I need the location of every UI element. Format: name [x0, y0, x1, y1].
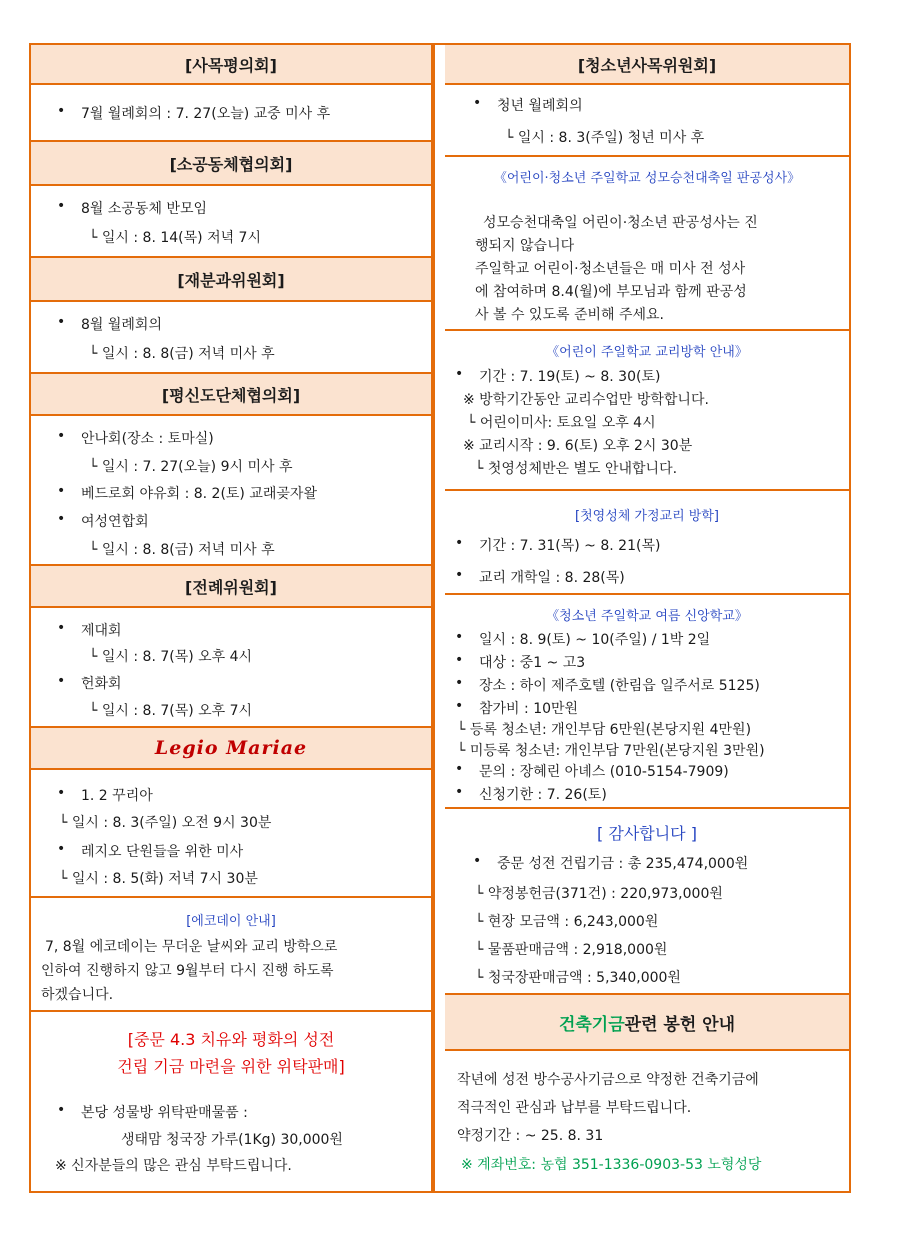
summer-camp-line-3: • 장소 : 하이 제주호텔 (한림읍 일주서로 5125)	[479, 675, 760, 695]
laity-line-5: └ 일시 : 8. 8(금) 저녁 미사 후	[89, 542, 275, 558]
legio-line-1: • 1. 2 꾸리아	[81, 785, 153, 805]
first-communion-line-1: • 기간 : 7. 31(목) ~ 8. 21(목)	[479, 535, 660, 555]
thanks-line-4: └ 물품판매금액 : 2,918,000원	[475, 942, 668, 958]
section-first-communion	[445, 491, 849, 595]
children-vacation-line-5: └ 첫영성체반은 별도 안내합니다.	[475, 461, 678, 477]
section-summer-camp	[445, 595, 849, 809]
small-community-line-2: └ 일시 : 8. 14(목) 저녁 7시	[89, 230, 261, 246]
section-confession	[445, 157, 849, 331]
section-pastoral-council	[31, 85, 431, 142]
consignment-line-1: • 본당 성물방 위탁판매물품 :	[81, 1102, 248, 1122]
building-fund-title-highlight: 건축기금	[558, 1014, 625, 1035]
children-vacation-line-2: ※ 방학기간동안 교리수업만 방학합니다.	[463, 392, 709, 408]
ecoday-line-2: 인하여 진행하지 않고 9월부터 다시 진행 하도록	[41, 963, 334, 979]
children-vacation-line-4: ※ 교리시작 : 9. 6(토) 오후 2시 30분	[463, 438, 693, 454]
building-fund-title-rest: 관련 봉헌 안내	[624, 1014, 736, 1035]
section-title-legio-mariae: Legio Mariae	[31, 728, 431, 770]
summer-camp-line-2: • 대상 : 중1 ~ 고3	[479, 652, 585, 672]
section-laity	[31, 416, 431, 566]
finance-line-1: • 8월 월례회의	[81, 314, 162, 334]
finance-line-2: └ 일시 : 8. 8(금) 저녁 미사 후	[89, 346, 275, 362]
first-communion-title: [첫영성체 가정교리 방학]	[575, 509, 719, 524]
children-vacation-title: 《어린이 주일학교 교리방학 안내》	[546, 345, 748, 360]
section-title-small-community: [소공동체협의회]	[31, 142, 431, 186]
section-ecoday	[31, 898, 431, 1012]
children-vacation-line-1: • 기간 : 7. 19(토) ~ 8. 30(토)	[479, 366, 660, 386]
section-title-building-fund	[445, 995, 849, 1051]
summer-camp-line-7: • 문의 : 장혜린 아녜스 (010-5154-7909)	[479, 761, 729, 781]
legio-line-2: └ 일시 : 8. 3(주일) 오전 9시 30분	[59, 815, 272, 831]
summer-camp-line-8: • 신청기한 : 7. 26(토)	[479, 784, 607, 804]
summer-camp-line-4: • 참가비 : 10만원	[479, 698, 578, 718]
liturgy-line-1: • 제대회	[81, 620, 122, 640]
liturgy-line-3: • 헌화회	[81, 673, 122, 693]
laity-line-3: • 베드로회 야유회 : 8. 2(토) 교래곶자왈	[81, 483, 317, 503]
column-divider	[431, 43, 435, 1193]
pastoral-line-1: • 7월 월례회의 : 7. 27(오늘) 교중 미사 후	[81, 103, 330, 123]
legio-line-3: • 레지오 단원들을 위한 미사	[81, 841, 243, 861]
left-column	[31, 45, 431, 1184]
liturgy-line-4: └ 일시 : 8. 7(목) 오후 7시	[89, 703, 253, 719]
section-small-community	[31, 186, 431, 258]
summer-camp-line-1: • 일시 : 8. 9(토) ~ 10(주일) / 1박 2일	[479, 629, 710, 649]
thanks-title: [ 감사합니다 ]	[597, 824, 697, 843]
consignment-line-3: ※ 신자분들의 많은 관심 부탁드립니다.	[55, 1158, 292, 1174]
confession-line-5: 사 볼 수 있도록 준비해 주세요.	[475, 307, 664, 323]
section-legio-mariae	[31, 770, 431, 898]
section-consignment-sale	[31, 1012, 431, 1184]
section-children-vacation	[445, 331, 849, 491]
section-title-youth: [청소년사목위원회]	[445, 45, 849, 85]
building-fund-account: ※ 계좌번호: 농협 351-1336-0903-53 노형성당	[461, 1157, 762, 1173]
section-title-finance: [재분과위원회]	[31, 258, 431, 302]
confession-line-2: 행되지 않습니다	[475, 238, 575, 254]
consignment-title-1: [중문 4.3 치유와 평화의 성전	[127, 1030, 335, 1049]
ecoday-line-1: 7, 8월 에코데이는 무더운 날씨와 교리 방학으로	[45, 939, 338, 955]
consignment-title-2: 건립 기금 마련을 위한 위탁판매]	[117, 1057, 345, 1076]
small-community-line-1: • 8월 소공동체 반모임	[81, 198, 207, 218]
right-column	[445, 45, 849, 1189]
youth-line-2: └ 일시 : 8. 3(주일) 청년 미사 후	[505, 130, 705, 146]
confession-line-4: 에 참여하며 8.4(월)에 부모님과 함께 판공성	[475, 284, 747, 300]
ecoday-line-3: 하겠습니다.	[41, 987, 114, 1003]
section-youth	[445, 85, 849, 157]
summer-camp-line-6: └ 미등록 청소년: 개인부담 7만원(본당지원 3만원)	[457, 743, 765, 759]
section-title-pastoral-council: [사목평의회]	[31, 45, 431, 85]
liturgy-line-2: └ 일시 : 8. 7(목) 오후 4시	[89, 649, 253, 665]
section-building-fund	[445, 1051, 849, 1189]
summer-camp-title: 《청소년 주일학교 여름 신앙학교》	[546, 609, 748, 624]
confession-line-1: 성모승천대축일 어린이·청소년 판공성사는 진	[483, 215, 758, 231]
ecoday-title: [에코데이 안내]	[186, 914, 276, 929]
building-fund-line-3: 약정기간 : ~ 25. 8. 31	[457, 1128, 604, 1144]
section-finance	[31, 302, 431, 374]
laity-line-1: • 안나회(장소 : 토마실)	[81, 428, 214, 448]
section-title-laity: [평신도단체협의회]	[31, 374, 431, 416]
consignment-line-2: 생태맘 청국장 가루(1Kg) 30,000원	[121, 1132, 343, 1148]
section-liturgy	[31, 608, 431, 728]
children-vacation-line-3: └ 어린이미사: 토요일 오후 4시	[467, 415, 656, 431]
laity-line-2: └ 일시 : 7. 27(오늘) 9시 미사 후	[89, 459, 293, 475]
section-thanks	[445, 809, 849, 995]
legio-line-4: └ 일시 : 8. 5(화) 저녁 7시 30분	[59, 871, 258, 887]
first-communion-line-2: • 교리 개학일 : 8. 28(목)	[479, 567, 625, 587]
confession-line-3: 주일학교 어린이·청소년들은 매 미사 전 성사	[475, 261, 746, 277]
summer-camp-line-5: └ 등록 청소년: 개인부담 6만원(본당지원 4만원)	[457, 722, 752, 738]
thanks-line-1: • 중문 성전 건립기금 : 총 235,474,000원	[497, 853, 748, 873]
youth-line-1: • 청년 월례회의	[497, 95, 583, 115]
laity-line-4: • 여성연합회	[81, 511, 149, 531]
thanks-line-5: └ 청국장판매금액 : 5,340,000원	[475, 970, 681, 986]
building-fund-line-2: 적극적인 관심과 납부를 부탁드립니다.	[457, 1100, 692, 1116]
section-title-liturgy: [전례위원회]	[31, 566, 431, 608]
confession-title: 《어린이·청소년 주일학교 성모승천대축일 판공성사》	[493, 171, 801, 186]
thanks-line-2: └ 약정봉헌금(371건) : 220,973,000원	[475, 886, 723, 902]
building-fund-line-1: 작년에 성전 방수공사기금으로 약정한 건축기금에	[457, 1072, 759, 1088]
thanks-line-3: └ 현장 모금액 : 6,243,000원	[475, 914, 659, 930]
